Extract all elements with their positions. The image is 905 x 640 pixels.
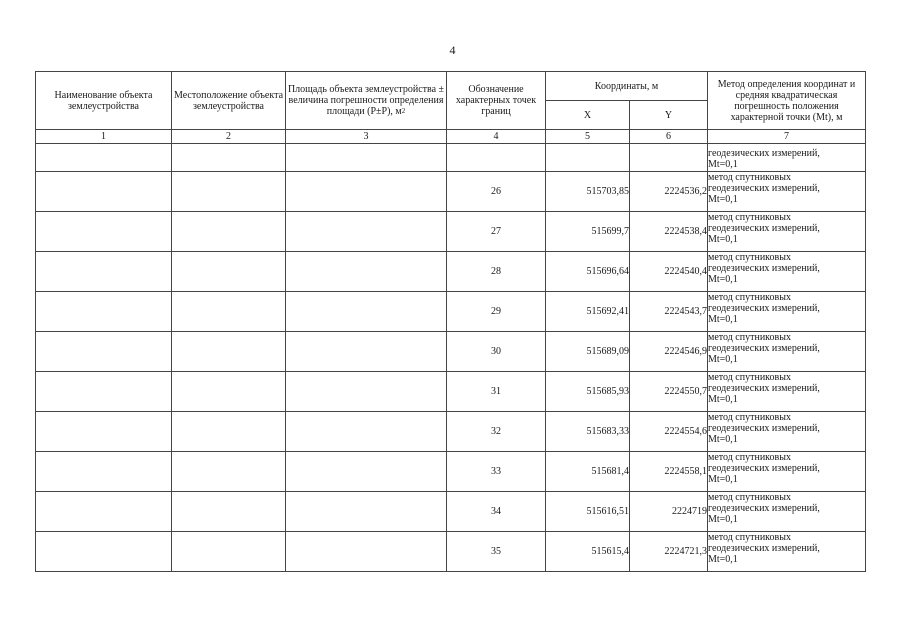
- table-row: [36, 172, 866, 212]
- cell-location: [172, 492, 286, 532]
- cell-point: 32: [447, 412, 546, 452]
- cell-x: [546, 144, 630, 172]
- cell-object-name: [36, 532, 172, 572]
- cell-point: 30: [447, 332, 546, 372]
- cell-area: [286, 412, 447, 452]
- col-number: 5: [546, 130, 630, 144]
- method-line: Mt=0,1: [708, 434, 738, 445]
- cell-location: [172, 532, 286, 572]
- cell-y: 2224543,7: [630, 292, 708, 332]
- method-line: Mt=0,1: [708, 514, 738, 525]
- cell-method: [708, 532, 866, 572]
- table-row: [36, 212, 866, 252]
- table-row: [36, 452, 866, 492]
- cell-y: 2224536,2: [630, 172, 708, 212]
- method-line: геодезических измерений,: [708, 463, 820, 474]
- cell-y: 2224550,7: [630, 372, 708, 412]
- header-area: [286, 72, 447, 130]
- cell-x: 515685,93: [546, 372, 630, 412]
- cell-y: [630, 144, 708, 172]
- method-line: Mt=0,1: [708, 194, 738, 205]
- cell-x: 515696,64: [546, 252, 630, 292]
- cell-y: 2224719: [630, 492, 708, 532]
- cell-object-name: [36, 212, 172, 252]
- table-row: [36, 532, 866, 572]
- cell-object-name: [36, 252, 172, 292]
- method-line: геодезических измерений,: [708, 223, 820, 234]
- cell-point: 26: [447, 172, 546, 212]
- header-x: X: [546, 101, 630, 130]
- header-area-sup: 2: [401, 107, 406, 115]
- method-line: геодезических измерений,: [708, 148, 820, 159]
- method-line: Mt=0,1: [708, 354, 738, 365]
- cell-y: 2224546,9: [630, 332, 708, 372]
- table-row: [36, 492, 866, 532]
- method-line: Mt=0,1: [708, 159, 738, 170]
- cell-object-name: [36, 412, 172, 452]
- cell-x: 515692,41: [546, 292, 630, 332]
- col-number: 4: [447, 130, 546, 144]
- method-line: метод спутниковых: [708, 212, 791, 223]
- cell-point: 31: [447, 372, 546, 412]
- method-line: метод спутниковых: [708, 372, 791, 383]
- method-line: геодезических измерений,: [708, 543, 820, 554]
- cell-area: [286, 492, 447, 532]
- cell-x: 515681,4: [546, 452, 630, 492]
- cell-object-name: [36, 492, 172, 532]
- cell-point: 29: [447, 292, 546, 332]
- method-line: Mt=0,1: [708, 474, 738, 485]
- method-line: геодезических измерений,: [708, 263, 820, 274]
- method-line: Mt=0,1: [708, 554, 738, 565]
- header-y: Y: [630, 101, 708, 130]
- cell-area: [286, 144, 447, 172]
- cell-x: 515616,51: [546, 492, 630, 532]
- page-number: 4: [449, 43, 456, 57]
- cell-area: [286, 252, 447, 292]
- cell-location: [172, 212, 286, 252]
- col-number: 2: [172, 130, 286, 144]
- cell-method: [708, 452, 866, 492]
- cell-method: [708, 372, 866, 412]
- cell-point: 34: [447, 492, 546, 532]
- cell-area: [286, 292, 447, 332]
- cell-area: [286, 212, 447, 252]
- cell-x: 515615,4: [546, 532, 630, 572]
- cell-point: 27: [447, 212, 546, 252]
- coordinates-table: [35, 71, 866, 572]
- cell-location: [172, 292, 286, 332]
- method-line: геодезических измерений,: [708, 423, 820, 434]
- header-object-name: Наименование объекта землеустройства: [36, 72, 172, 130]
- cell-point: 28: [447, 252, 546, 292]
- header-point-label: Обозначение характерных точек границ: [447, 72, 546, 130]
- cell-location: [172, 144, 286, 172]
- cell-x: 515683,33: [546, 412, 630, 452]
- cell-object-name: [36, 292, 172, 332]
- cell-method: [708, 292, 866, 332]
- method-line: метод спутниковых: [708, 172, 791, 183]
- cell-object-name: [36, 372, 172, 412]
- cell-area: [286, 172, 447, 212]
- cell-x: 515699,7: [546, 212, 630, 252]
- table-row: [36, 332, 866, 372]
- cell-object-name: [36, 172, 172, 212]
- cell-location: [172, 452, 286, 492]
- cell-method: [708, 332, 866, 372]
- table-row: [36, 144, 866, 172]
- table-row: [36, 412, 866, 452]
- method-line: геодезических измерений,: [708, 343, 820, 354]
- table-body: [36, 144, 866, 572]
- cell-location: [172, 332, 286, 372]
- cell-object-name: [36, 144, 172, 172]
- cell-point: 35: [447, 532, 546, 572]
- method-line: метод спутниковых: [708, 332, 791, 343]
- cell-method: [708, 172, 866, 212]
- cell-area: [286, 532, 447, 572]
- cell-area: [286, 332, 447, 372]
- method-line: метод спутниковых: [708, 252, 791, 263]
- column-numbers-row: [36, 130, 866, 144]
- cell-object-name: [36, 452, 172, 492]
- cell-area: [286, 452, 447, 492]
- cell-point: [447, 144, 546, 172]
- cell-x: 515703,85: [546, 172, 630, 212]
- cell-y: 2224558,1: [630, 452, 708, 492]
- cell-area: [286, 372, 447, 412]
- cell-method: [708, 492, 866, 532]
- cell-y: 2224540,4: [630, 252, 708, 292]
- header-coordinates: Координаты, м: [546, 72, 708, 101]
- cell-object-name: [36, 332, 172, 372]
- table-row: [36, 372, 866, 412]
- method-line: Mt=0,1: [708, 314, 738, 325]
- method-line: метод спутниковых: [708, 292, 791, 303]
- method-line: геодезических измерений,: [708, 383, 820, 394]
- col-number: 3: [286, 130, 447, 144]
- cell-method: [708, 144, 866, 172]
- cell-location: [172, 172, 286, 212]
- cell-location: [172, 412, 286, 452]
- method-line: Mt=0,1: [708, 394, 738, 405]
- method-line: геодезических измерений,: [708, 303, 820, 314]
- cell-y: 2224554,6: [630, 412, 708, 452]
- cell-location: [172, 252, 286, 292]
- method-line: метод спутниковых: [708, 452, 791, 463]
- col-number: 6: [630, 130, 708, 144]
- table-row: [36, 252, 866, 292]
- method-line: геодезических измерений,: [708, 183, 820, 194]
- col-number: 1: [36, 130, 172, 144]
- table-header: [36, 72, 866, 144]
- header-method: Метод определения координат и средняя квадратическая погрешность положения характерной точки (Mt), м: [708, 72, 866, 130]
- cell-y: 2224538,4: [630, 212, 708, 252]
- cell-y: 2224721,3: [630, 532, 708, 572]
- cell-point: 33: [447, 452, 546, 492]
- cell-method: [708, 412, 866, 452]
- header-location: Местоположение объекта землеустройства: [172, 72, 286, 130]
- method-line: Mt=0,1: [708, 274, 738, 285]
- col-number: 7: [708, 130, 866, 144]
- method-line: метод спутниковых: [708, 412, 791, 423]
- header-area-text: Площадь объекта землеустройства ± величина погрешности определения площади (P±P), м: [287, 84, 445, 117]
- method-line: Mt=0,1: [708, 234, 738, 245]
- method-line: геодезических измерений,: [708, 503, 820, 514]
- cell-method: [708, 252, 866, 292]
- cell-x: 515689,09: [546, 332, 630, 372]
- method-line: метод спутниковых: [708, 532, 791, 543]
- method-line: метод спутниковых: [708, 492, 791, 503]
- table-row: [36, 292, 866, 332]
- cell-location: [172, 372, 286, 412]
- cell-method: [708, 212, 866, 252]
